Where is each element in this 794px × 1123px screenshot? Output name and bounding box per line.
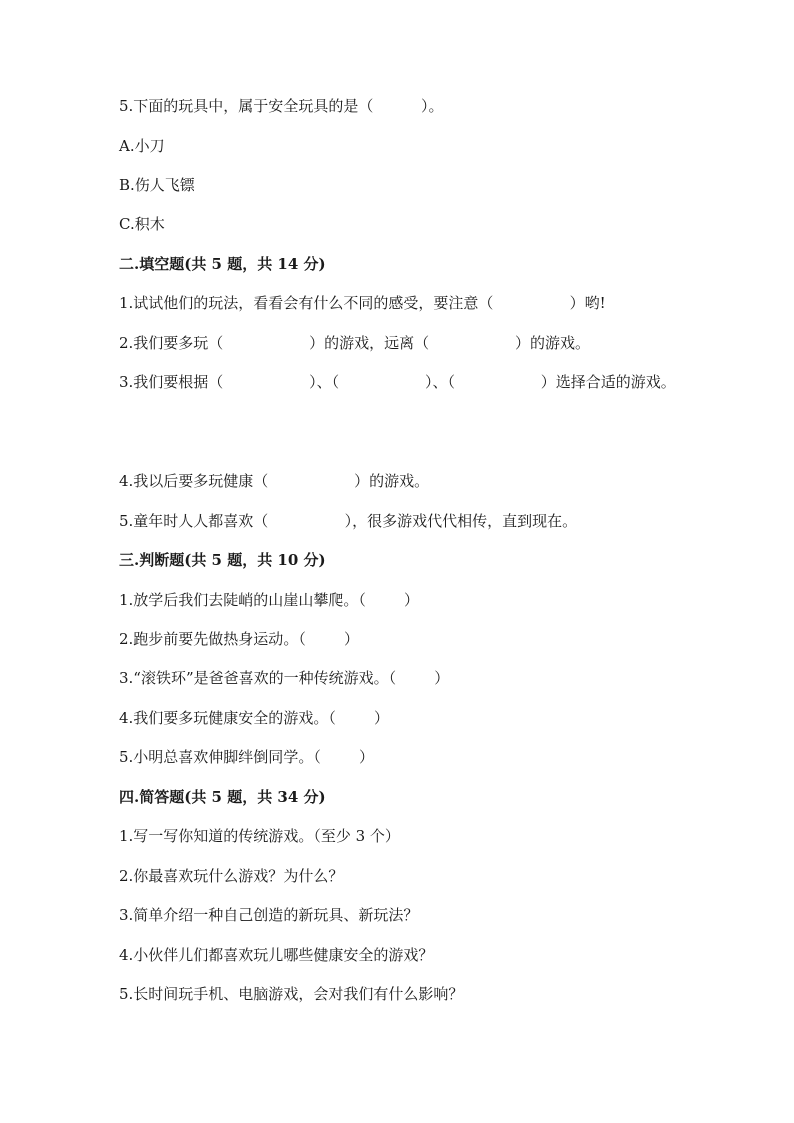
short-answer-question-5: 5.长时间玩手机、电脑游戏，会对我们有什么影响？ [119, 985, 464, 1003]
true-false-question-1: 1.放学后我们去陡峭的山崖山攀爬。（ ） [119, 591, 419, 609]
true-false-question-3: 3.“滚铁环”是爸爸喜欢的一种传统游戏。（ ） [119, 669, 450, 687]
option-c: C.积木 [119, 215, 165, 233]
short-answer-question-1: 1.写一写你知道的传统游戏。（至少 3 个） [119, 827, 400, 845]
fill-in-question-1: 1.试试他们的玩法，看看会有什么不同的感受，要注意（ ）哟! [119, 294, 606, 312]
fill-in-question-3: 3.我们要根据（ ）、（ ）、（ ）选择合适的游戏。 [119, 373, 676, 391]
true-false-question-4: 4.我们要多玩健康安全的游戏。（ ） [119, 709, 389, 727]
section-heading-short-answer: 四.简答题(共 5 题，共 34 分) [119, 788, 326, 806]
section-heading-fill-in: 二.填空题(共 5 题，共 14 分) [119, 255, 326, 273]
fill-in-question-2: 2.我们要多玩（ ）的游戏，远离（ ）的游戏。 [119, 334, 590, 352]
true-false-question-5: 5.小明总喜欢伸脚绊倒同学。（ ） [119, 748, 374, 766]
choice-question-5: 5.下面的玩具中，属于安全玩具的是（ ）。 [119, 97, 444, 115]
short-answer-question-3: 3.简单介绍一种自己创造的新玩具、新玩法？ [119, 906, 419, 924]
fill-in-question-4: 4.我以后要多玩健康（ ）的游戏。 [119, 472, 430, 490]
option-b: B.伤人飞镖 [119, 176, 195, 194]
true-false-question-2: 2.跑步前要先做热身运动。（ ） [119, 630, 359, 648]
short-answer-question-2: 2.你最喜欢玩什么游戏？为什么？ [119, 867, 344, 885]
short-answer-question-4: 4.小伙伴儿们都喜欢玩儿哪些健康安全的游戏？ [119, 946, 434, 964]
option-a: A.小刀 [119, 137, 165, 155]
fill-in-question-5: 5.童年时人人都喜欢（ ），很多游戏代代相传，直到现在。 [119, 512, 578, 530]
section-heading-true-false: 三.判断题(共 5 题，共 10 分) [119, 551, 326, 569]
